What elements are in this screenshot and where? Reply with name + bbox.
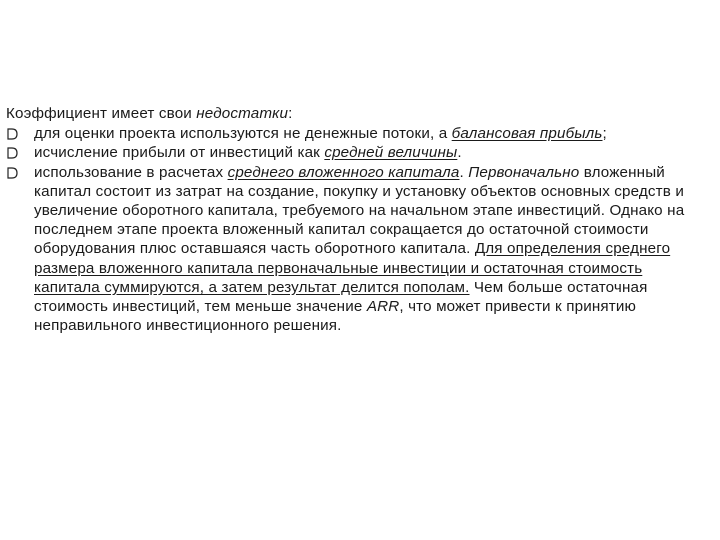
bullet-3-text-4: , что может привести к принятию неправильного инвестиционного решения. (34, 298, 637, 335)
bullet-icon (7, 147, 18, 159)
bullet-3-text: использование в расчетах (34, 163, 228, 181)
bullet-3-text-3: Чем больше остаточная стоимость инвестиций, тем меньше значение (34, 278, 648, 316)
text-block (6, 104, 712, 335)
bullet-1-text: для оценки проекта используются не денежные потоки, а (34, 125, 452, 143)
bullet-icon (7, 128, 18, 140)
bullet-item-2 (6, 143, 712, 162)
intro-end: : (288, 105, 293, 122)
bullet-3-emphasis: среднего вложенного капитала (227, 163, 460, 181)
bullet-3-underlined: Для определения среднего размера вложенного капитала первоначальные инвестиции и остаточная стоимость капитала суммируются, а затем результат делится пополам. (34, 240, 671, 296)
intro-text: Коэффициент имеет свои (6, 105, 197, 122)
bullet-item-3 (6, 163, 712, 336)
bullet-2-emphasis: средней величины (324, 144, 458, 162)
bullet-1-emphasis: балансовая прибыль (451, 125, 603, 143)
bullet-1-end: ; (602, 125, 607, 143)
intro-line (6, 104, 712, 123)
bullet-3-arr: ARR (366, 298, 400, 316)
bullet-2-end: . (457, 144, 462, 162)
bullet-list (6, 124, 712, 335)
bullet-3-emphasis-2: Первоначально (468, 163, 580, 181)
bullet-item-1 (6, 124, 712, 143)
intro-emphasis: недостатки (196, 105, 289, 122)
bullet-2-text: исчисление прибыли от инвестиций как (34, 144, 325, 162)
bullet-3-end: . (459, 163, 469, 181)
bullet-3-text-2: вложенный капитал состоит из затрат на создание, покупку и установку объектов основных средств и увеличение оборотного капитала, требуемого на начальном этапе инвестиций. Однако на последнем этапе проекта вложенный капитал сокращается до остаточной стоимости оборудования плюс оставшаяся часть оборотного капитала. (34, 163, 685, 258)
bullet-icon (7, 167, 18, 179)
